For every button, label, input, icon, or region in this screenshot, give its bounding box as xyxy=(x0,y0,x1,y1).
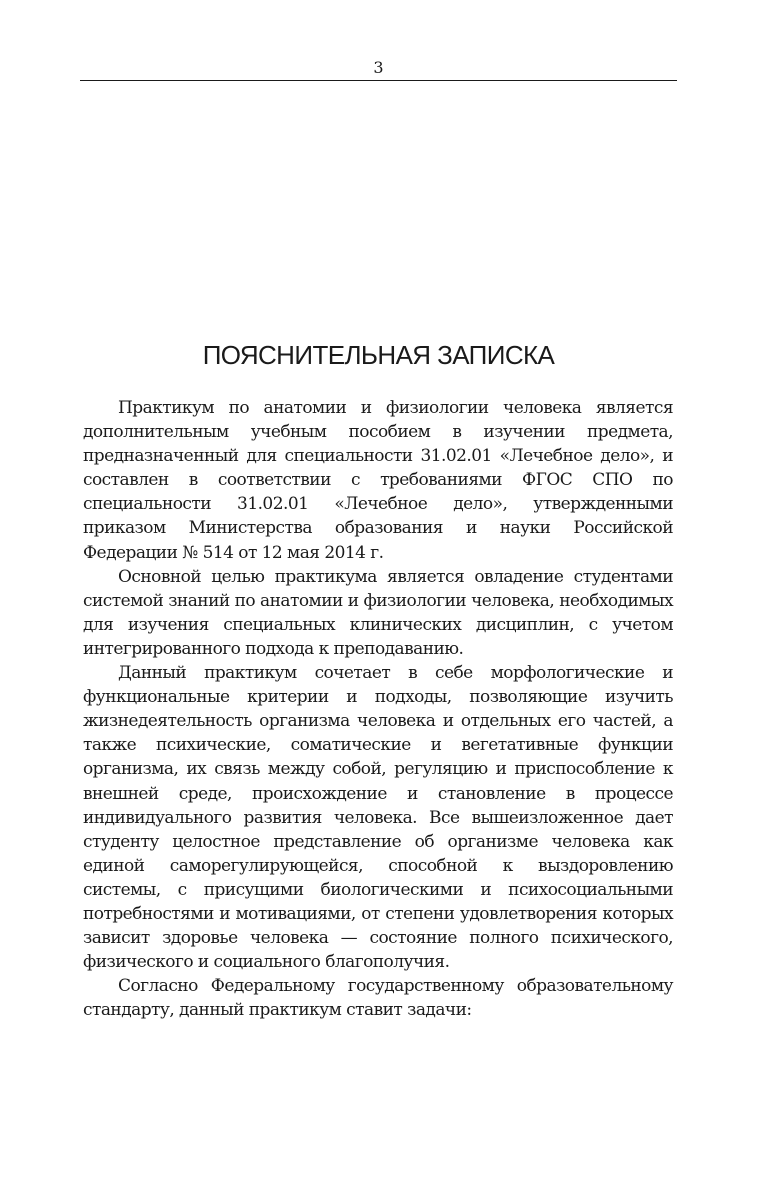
paragraph-intro: Практикум по анатомии и физиологии человека является дополнительным учебным пособием в изучении предмета, предназначенный для специальности 31.02.01 «Лечебное дело», и составлен в соответствии с требованиями ФГОС СПО по специальности 31.02.01 «Лечебное дело», утвержденными приказом Министерства образования и науки Российской Федерации № 514 от 12 мая 2014 г. xyxy=(83,398,673,563)
paragraph-content: Данный практикум сочетает в себе морфологические и функциональные критерии и подходы, позволяющие изучить жизнедеятельность организма человека и отдельных его частей, а также психические, соматические и вегетативные функции организма, их связь между собой, регуляцию и приспособление к внешней среде, происхождение и становление в процессе индивидуального развития человека. Все вышеизложенное дает студенту целостное представление об организме человека как единой саморегулирующейся, способной к выздоровлению системы, с присущими биологическими и психосоциальными потребностями и мотивациями, от степени удовлетворения которых зависит здоровье человека — состояние полного психического, физического и социального благополучия. xyxy=(83,663,673,973)
page-title: ПОЯСНИТЕЛЬНАЯ ЗАПИСКА xyxy=(202,340,555,370)
paragraph-goal: Основной целью практикума является овладение студентами системой знаний по анатомии и физиологии человека, необходимых для изучения специальных клинических дисциплин, с учетом интегрированного подхода к преподаванию. xyxy=(83,566,673,659)
header-rule xyxy=(80,80,677,81)
body-text xyxy=(83,396,673,1022)
page-number: 3 xyxy=(373,58,384,77)
paragraph-tasks: Согласно Федеральному государственному образовательному стандарту, данный практикум ставит задачи: xyxy=(83,976,673,1021)
